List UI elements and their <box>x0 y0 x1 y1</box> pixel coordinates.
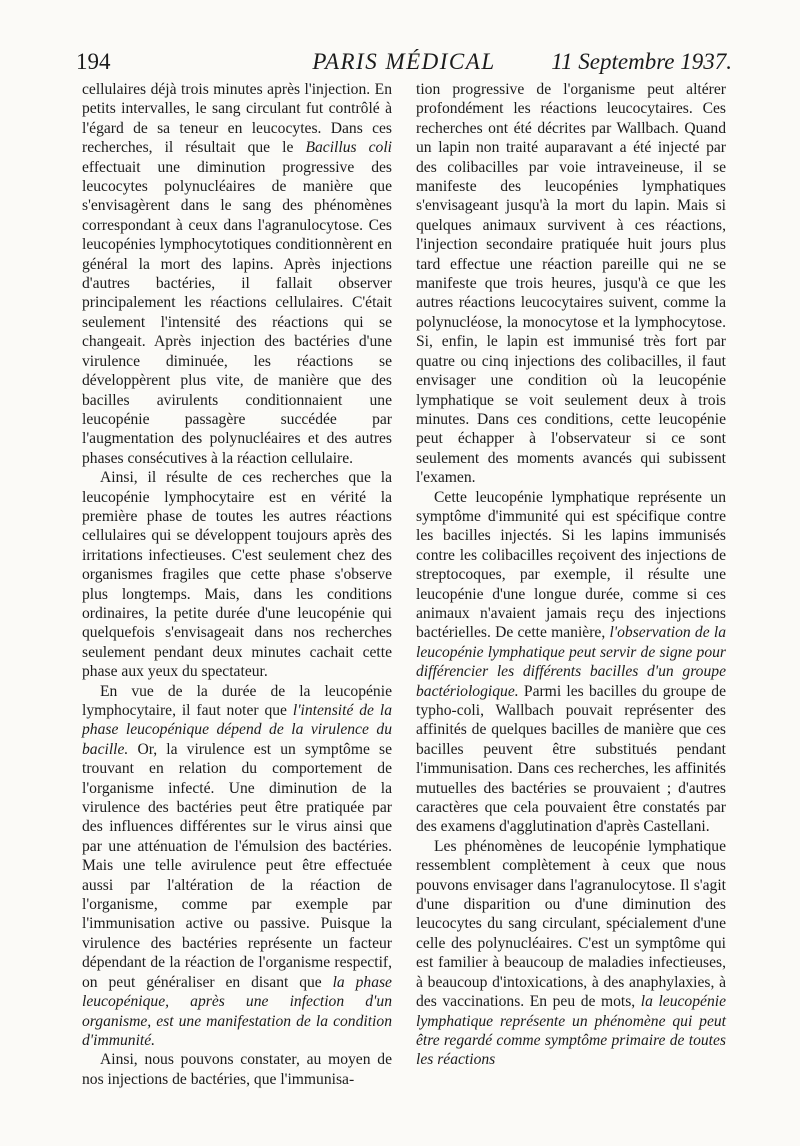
journal-title: PARIS MÉDICAL <box>312 49 496 74</box>
paragraph: Les phénomènes de leucopénie lymphatique ressemblent complètement à ceux que nous pouvons envisager dans l'agranulocytose. Il s'agit d'une disparition ou d'une diminution des leucocytes du sang circulant, spécialement d'une celle des polynucléaires. C'est un symptôme qui est familier à beaucoup de maladies infectieuses, à beaucoup d'intoxications, à des anaphylaxies, à des vaccinations. En peu de mots, la leucopénie lymphatique représente un phénomène qui peut être regardé comme symptôme primaire de toutes les réactions <box>416 837 726 1069</box>
issue-date: 11 Septembre 1937. <box>551 49 732 74</box>
page-number: 194 <box>76 49 111 74</box>
paragraph: En vue de la durée de la leucopénie lymphocytaire, il faut noter que l'intensité de la phase leucopénique dépend de la virulence du bacille. Or, la virulence est un symptôme se trouvant en relation du comportement de l'organisme infecté. Une diminution de la virulence des bactéries peut être pratiquée par des influences différentes sur le virus ainsi que par une atténuation de l'émulsion des bactéries. Mais une telle avirulence peut être effectuée aussi par l'altération de la réaction de l'organisme, comme par exemple par l'immunisation active ou passive. Puisque la virulence des bactéries représente un facteur dépendant de la réaction de l'organisme respectif, on peut généraliser en disant que la phase leucopénique, après une infection d'un organisme, est une manifestation de la condition d'immunité. <box>82 682 392 1049</box>
paragraph: Ainsi, il résulte de ces recherches que la leucopénie lymphocytaire est en vérité la première phase de toutes les autres réactions cellulaires qui se développent toujours après des irritations infectieuses. C'est seulement chez des organismes fragiles que cette phase s'observe plus longtemps. Mais, dans les conditions ordinaires, la petite durée d'une leucopénie qui quelquefois s'envisageait dans nos recherches seulement pendant deux minutes cachait cette phase aux yeux du spectateur. <box>82 469 392 681</box>
paragraph: Cette leucopénie lymphatique représente un symptôme d'immunité qui est spécifique contre les bacilles injectés. Si les lapins immunisés contre les colibacilles reçoivent des injections de streptocoques, par exemple, il résulte une leucopénie d'une longue durée, comme si ces animaux n'avaient jamais reçu des injections bactérielles. De cette manière, l'observation de la leucopénie lymphatique peut servir de signe pour différencier les différents bacilles d'un groupe bactériologique. Parmi les bacilles du groupe de typho-coli, Wallbach pouvait représenter des affinités de quelques bacilles de manière que ces bacilles peuvent être substitués pendant l'immunisation. Dans ces recherches, les affinités mutuelles des bactéries se prouvaient ; d'autres caractères que cela pouvaient être constatés par des examens d'agglutination d'après Castellani. <box>416 488 726 836</box>
paragraph: Ainsi, nous pouvons constater, au moyen de nos injections de bactéries, que l'immunisa- <box>82 1051 392 1088</box>
page-header <box>76 46 732 78</box>
paragraph: tion progressive de l'organisme peut altérer profondément les réactions leucocytaires. Ces recherches ont été décrites par Wallbach. Quand un lapin non traité auparavant a été injecté par des colibacilles par voie intraveineuse, il se manifeste des leucopénies lymphatiques s'envisageant jusqu'à la mort du lapin. Mais si quelques animaux survivent à ces réactions, l'injection secondaire pratiquée huit jours plus tard effectue une réaction pareille qui ne se manifeste que trois heures, jusqu'à ce que les autres réactions leucocytaires suivent, comme la polynucléose, la monocytose et la lymphocytose. Si, enfin, le lapin est immunisé très fort par quatre ou cinq injections des colibacilles, il faut envisager une condition où la leucopénie lymphatique se voit seulement deux à trois minutes. Dans ces conditions, cette leucopénie peut échapper à l'observateur si ce sont seulement des moments avancés qui subissent l'examen. <box>416 81 726 487</box>
paragraph: cellulaires déjà trois minutes après l'injection. En petits intervalles, le sang circulant fut contrôlé à l'égard de sa teneur en leucocytes. Dans ces recherches, il résultait que le Bacillus coli effectuait une diminution progressive des leucocytes polynucléaires de manière que s'envisagèrent dans le sang des phénomènes correspondant à ceux dans l'agranulocytose. Ces leucopénies lymphocytotiques conditionnèrent en général la mort des lapins. Après injections d'autres bactéries, il fallait observer principalement les réactions cellulaires. C'était seulement l'intensité des réactions qui se changeait. Après injection des bactéries d'une virulence diminuée, les réactions se développèrent plus vite, de manière que des bacilles avirulents conditionnaient une leucopénie passagère succédée par l'augmentation des polynucléaires et des autres phases consécutives à la réaction cellulaire. <box>82 81 392 467</box>
right-column <box>416 80 726 1070</box>
left-column <box>82 80 392 1089</box>
